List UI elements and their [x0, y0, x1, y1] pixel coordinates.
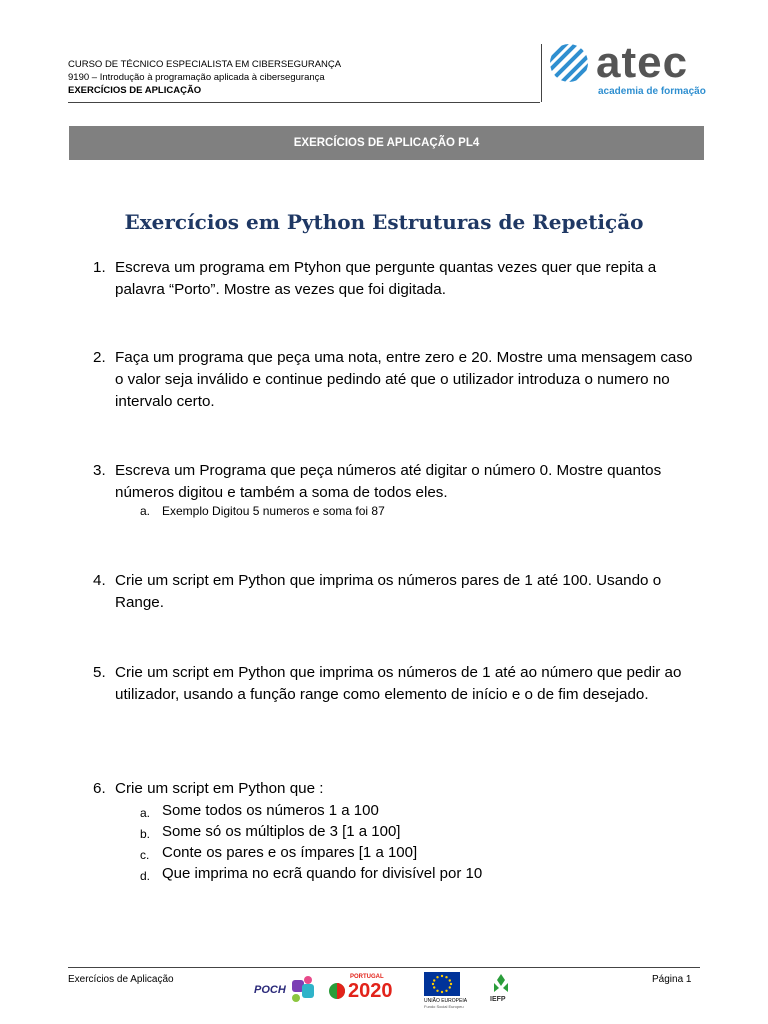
eu-logo: [424, 970, 474, 1010]
iefp-emblem-icon: [490, 972, 512, 994]
portugal-flag-icon: [328, 982, 346, 1000]
course-name: CURSO DE TÉCNICO ESPECIALISTA EM CIBERSEGURANÇA: [68, 59, 342, 70]
atec-logo-icon: [548, 42, 590, 84]
subitem-letter: b.: [140, 827, 151, 841]
subitem-letter: a.: [140, 806, 151, 820]
subitem-text: Some só os múltiplos de 3 [1 a 100]: [162, 823, 401, 840]
exercise-text: Faça um programa que peça uma nota, entre zero e 20. Mostre uma mensagem caso o valor seja inválido e continue pedindo até que o utilizador introduza o numero no intervalo certo.: [115, 349, 693, 410]
exercise-text: Crie um script em Python que imprima os números pares de 1 até 100. Usando o Range.: [115, 572, 662, 611]
module-name: 9190 – Introdução à programação aplicada à cibersegurança: [68, 72, 325, 83]
iefp-label: IEFP: [490, 996, 506, 1003]
exercise-number: 1.: [93, 259, 106, 276]
subitem-letter: d.: [140, 869, 151, 883]
iefp-logo: [488, 970, 518, 1010]
exercise-number: 6.: [93, 780, 106, 797]
header-divider: [68, 102, 540, 103]
portugal-2020-logo: [328, 972, 410, 1006]
eu-label: UNIÃO EUROPEIA: [424, 998, 468, 1004]
exercise-number: 2.: [93, 349, 106, 366]
poch-logo-text: POCH: [254, 984, 286, 996]
logo-tagline: academia de formação: [598, 86, 706, 97]
page-title: Exercícios em Python Estruturas de Repetição: [124, 210, 644, 234]
subitem-text: Conte os pares e os ímpares [1 a 100]: [162, 844, 418, 861]
exercise-number: 4.: [93, 572, 106, 589]
subitem-text: Que imprima no ecrã quando for divisível por 10: [162, 865, 483, 882]
page-number: Página 1: [652, 974, 692, 985]
exercise-text: Escreva um programa em Ptyhon que pergunte quantas vezes quer que repita a palavra “Porto”. Mostre as vezes que foi digitada.: [115, 259, 657, 298]
exercise-number: 3.: [93, 462, 106, 479]
exercise-text: Crie um script em Python que :: [115, 780, 324, 797]
section-banner: EXERCÍCIOS DE APLICAÇÃO PL4: [69, 126, 704, 160]
document-header: [68, 38, 706, 104]
funding-logos: [252, 970, 522, 1010]
poch-puzzle-icon: [288, 974, 318, 1004]
subitem-letter: a.: [140, 504, 151, 518]
header-vertical-divider: [541, 44, 542, 102]
footer-section-label: Exercícios de Aplicação: [68, 974, 174, 985]
footer-divider: [68, 967, 700, 968]
subitem-text: Exemplo Digitou 5 numeros e soma foi 87: [162, 504, 385, 518]
subitem-text: Some todos os números 1 a 100: [162, 802, 379, 819]
eu-flag-icon: [424, 972, 460, 996]
portugal-2020-text: 2020: [348, 980, 393, 1002]
poch-logo: [252, 974, 318, 1004]
atec-logo: [548, 38, 708, 102]
exercise-number: 5.: [93, 664, 106, 681]
logo-wordmark: atec: [596, 38, 689, 87]
exercise-text: Crie um script em Python que imprima os números de 1 até ao número que pedir ao utilizador, usando a função range como elemento de início e o de fim desejado.: [115, 664, 682, 703]
exercise-text: Escreva um Programa que peça números até digitar o número 0. Mostre quantos números digitou e também a soma de todos eles.: [115, 462, 662, 501]
section-name: EXERCÍCIOS DE APLICAÇÃO: [68, 85, 202, 96]
portugal-label: PORTUGAL: [350, 974, 384, 980]
eu-sublabel: Fundo Social Europeu: [424, 1004, 464, 1009]
subitem-letter: c.: [140, 848, 150, 862]
